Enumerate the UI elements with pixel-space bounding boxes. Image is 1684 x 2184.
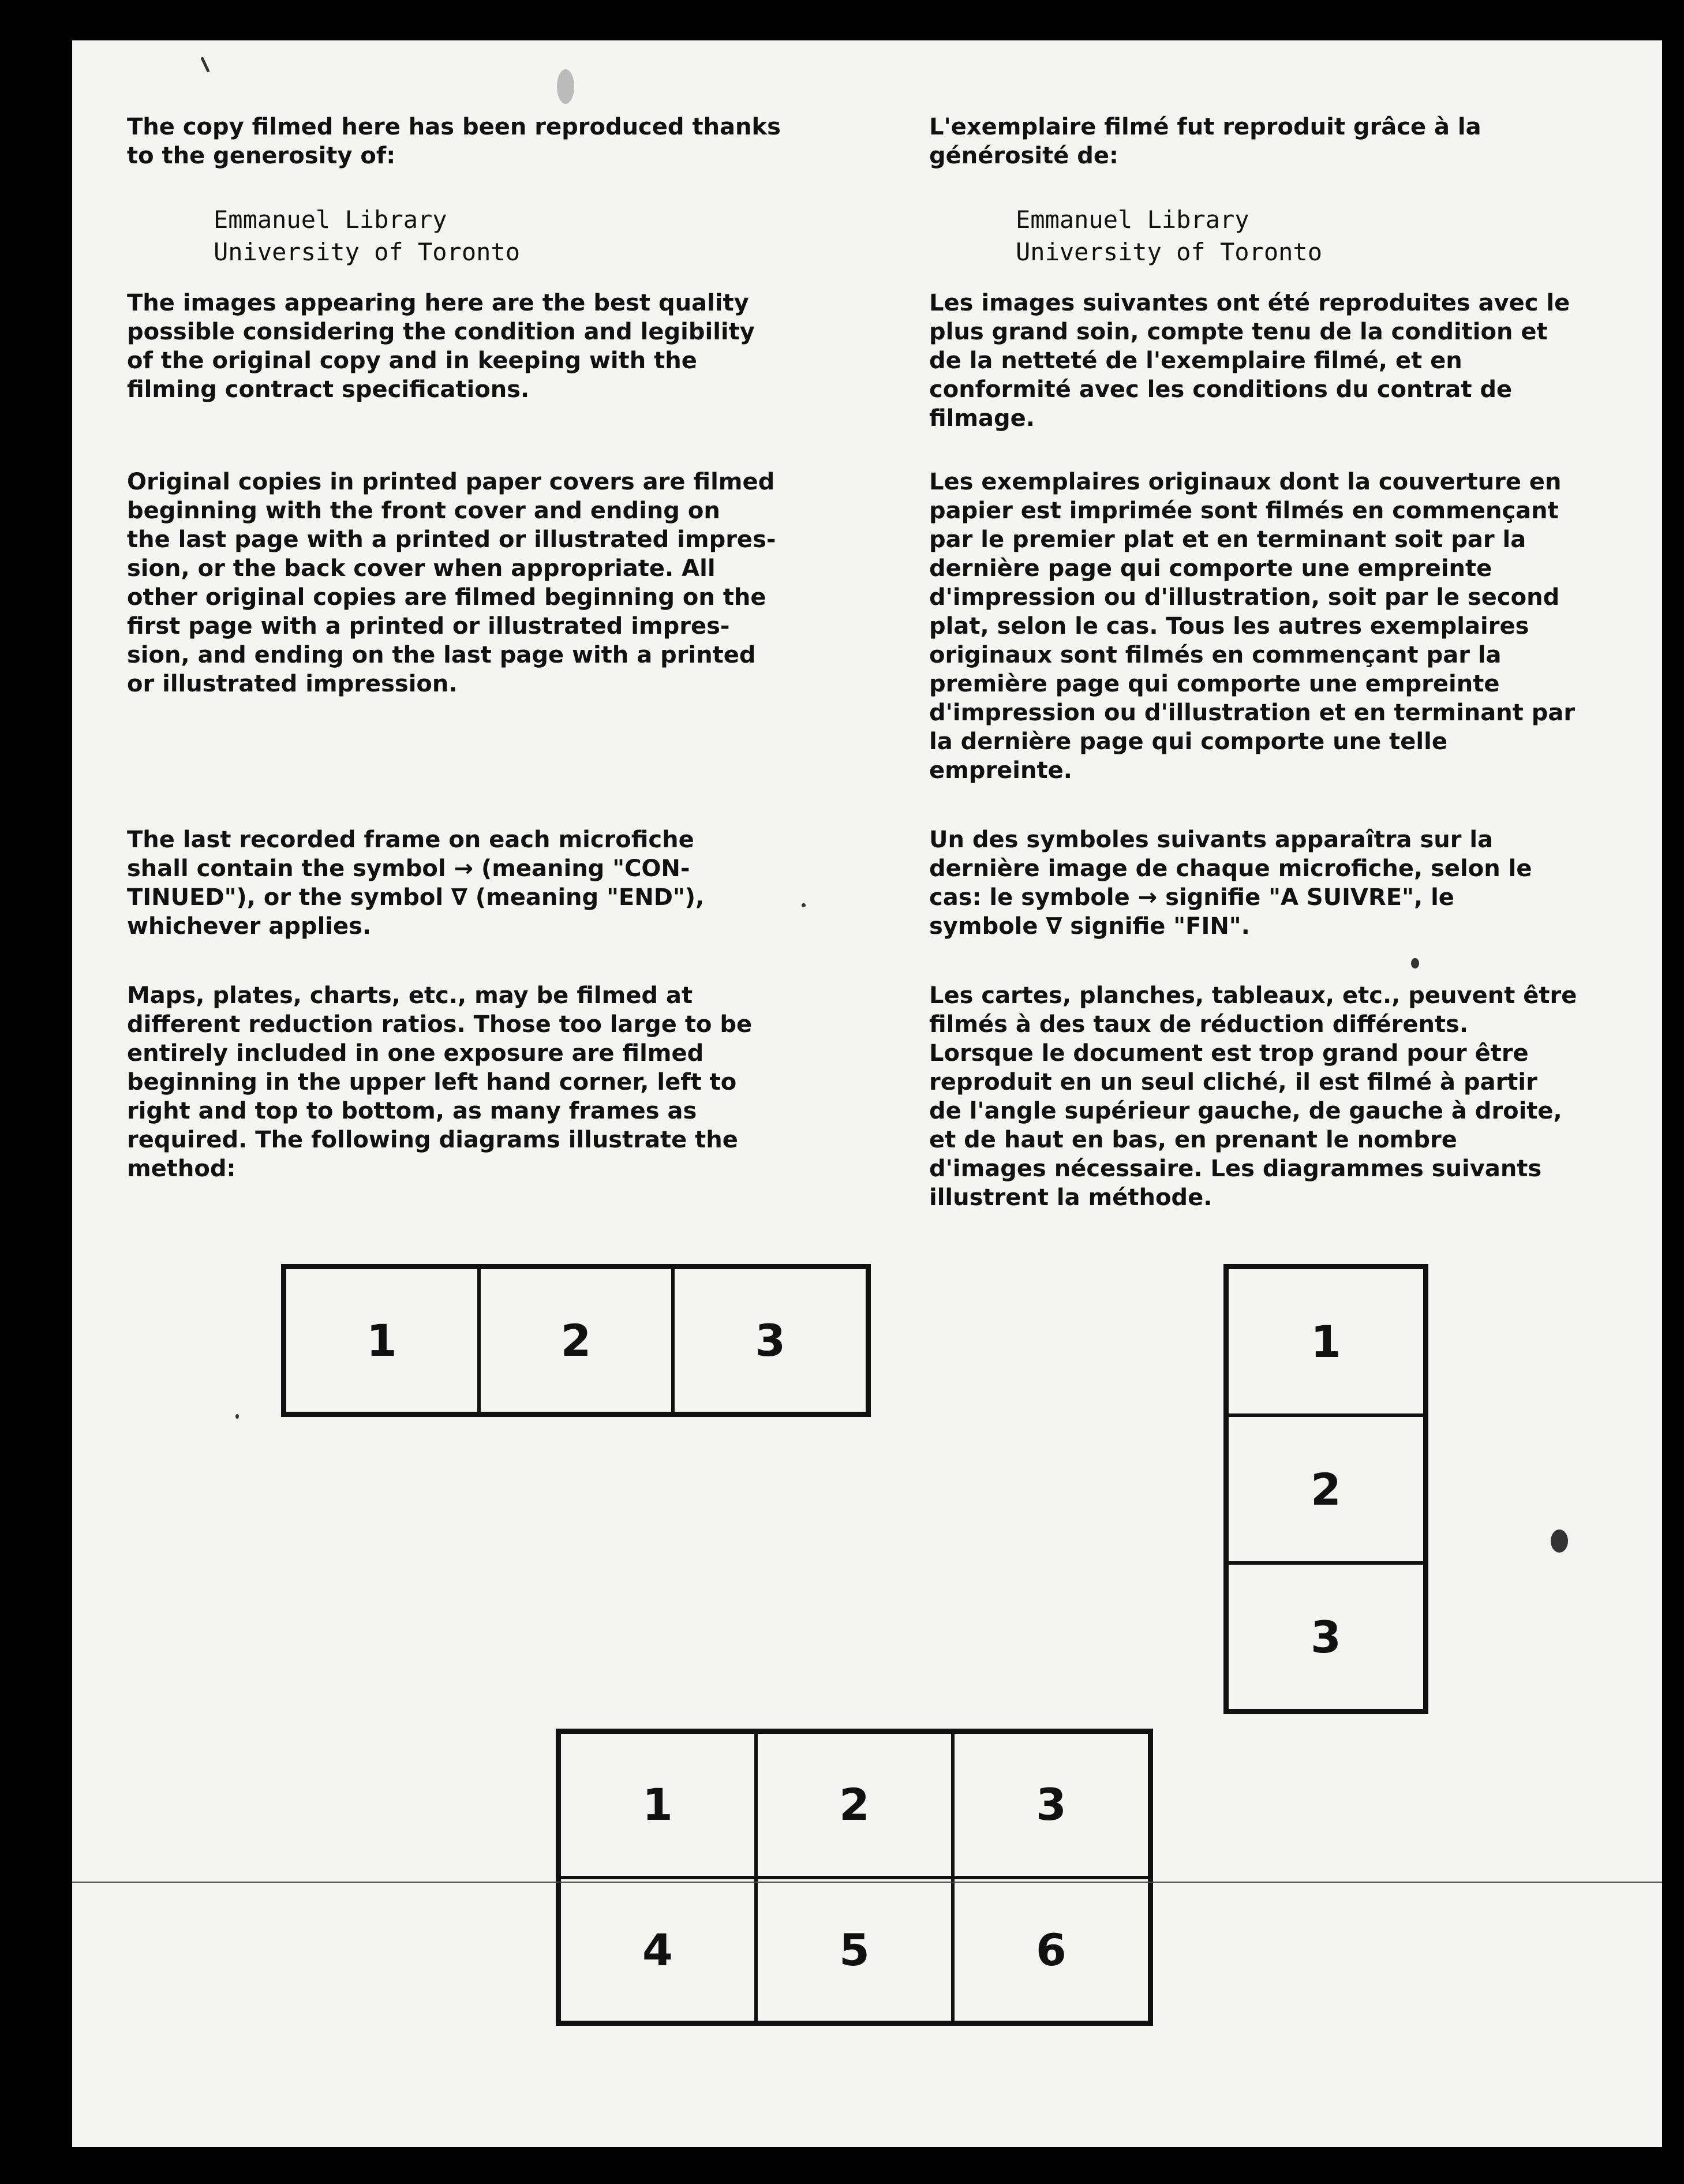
dust-speck bbox=[802, 903, 806, 907]
library-name-fr: Emmanuel Library University of Toronto bbox=[1016, 205, 1323, 266]
dust-speck bbox=[557, 69, 574, 104]
frame-cell: 5 bbox=[756, 1878, 953, 2023]
maps-text-fr: Les cartes, planches, tableaux, etc., peuvent être filmés à des taux de réduction différents. Lorsque le document est trop grand pour être reproduit en un seul cliché, il est filmé à partir de l'angle supérieur gauche, de gauche à droite, et de haut en bas, en prenant le nombre d'images nécessaire. Les diagrammes suivants illustrent la méthode. bbox=[929, 982, 1577, 1211]
frame-symbol-text-en: The last recorded frame on each microfiche shall contain the symbol → (meaning "CON- TINUED"), or the symbol ∇ (meaning "END"), whichever applies. bbox=[127, 827, 705, 940]
frame-cell: 2 bbox=[756, 1732, 953, 1878]
frame-cell: 1 bbox=[1227, 1267, 1425, 1415]
microfiche-target-page bbox=[72, 40, 1662, 2147]
english-column bbox=[127, 40, 837, 1252]
maps-text-en: Maps, plates, charts, etc., may be filmed at different reduction ratios. Those too large to be entirely included in one exposure are filmed beginning in the upper left hand corner, left to right and top to bottom, as many frames as required. The following diagrams illustrate the method: bbox=[127, 982, 753, 1182]
frame-cell: 2 bbox=[479, 1267, 673, 1413]
frame-symbol-text-fr: Un des symboles suivants apparaîtra sur la dernière image de chaque microfiche, selon le cas: le symbole → signifie "A SUIVRE", le symbole ∇ signifie "FIN". bbox=[929, 827, 1532, 940]
frame-cell: 3 bbox=[953, 1732, 1150, 1878]
grid-frames-diagram bbox=[556, 1729, 1153, 2026]
originals-text-fr: Les exemplaires originaux dont la couverture en papier est imprimée sont filmés en commençant par le premier plat et en terminant soit par la dernière page qui comporte une empreinte d'impression ou d'illustration, soit par le second plat, selon le cas. Tous les autres exemplaires originaux sont filmés en commençant par la première page qui comporte une empreinte d'impression ou d'illustration et en terminant par la dernière page qui comporte une telle empreinte. bbox=[929, 469, 1576, 784]
horizontal-frames-diagram bbox=[281, 1264, 871, 1417]
library-name-en: Emmanuel Library University of Toronto bbox=[214, 205, 521, 266]
frame-cell: 2 bbox=[1227, 1415, 1425, 1563]
intro-text-fr: L'exemplaire filmé fut reproduit grâce à la générosité de: bbox=[929, 114, 1481, 169]
frame-cell: 4 bbox=[559, 1878, 756, 2023]
originals-text-en: Original copies in printed paper covers are filmed beginning with the front cover and ending on the last page with a printed or illustrated impres- sion, or the back cover when appropriate. All other original copies are filmed beginning on the first page with a printed or illustrated impres- sion, and ending on the last page with a printed or illustrated impression. bbox=[127, 469, 776, 697]
vertical-frames-diagram bbox=[1223, 1264, 1428, 1714]
dust-speck bbox=[1551, 1529, 1568, 1553]
french-column bbox=[929, 40, 1656, 1252]
frame-cell: 3 bbox=[1227, 1563, 1425, 1711]
intro-text-en: The copy filmed here has been reproduced thanks to the generosity of: bbox=[127, 114, 781, 169]
quality-text-fr: Les images suivantes ont été reproduites avec le plus grand soin, compte tenu de la condition et de la netteté de l'exemplaire filmé, et en conformité avec les conditions du contrat de filmage. bbox=[929, 290, 1570, 432]
dust-speck bbox=[1411, 958, 1419, 968]
scan-line-artifact bbox=[72, 1882, 1662, 1883]
frame-cell: 1 bbox=[285, 1267, 479, 1413]
frame-cell: 3 bbox=[673, 1267, 867, 1413]
frame-cell: 6 bbox=[953, 1878, 1150, 2023]
quality-text-en: The images appearing here are the best quality possible considering the condition and legibility of the original copy and in keeping with the filming contract specifications. bbox=[127, 290, 755, 403]
frame-cell: 1 bbox=[559, 1732, 756, 1878]
dust-speck bbox=[235, 1414, 239, 1419]
